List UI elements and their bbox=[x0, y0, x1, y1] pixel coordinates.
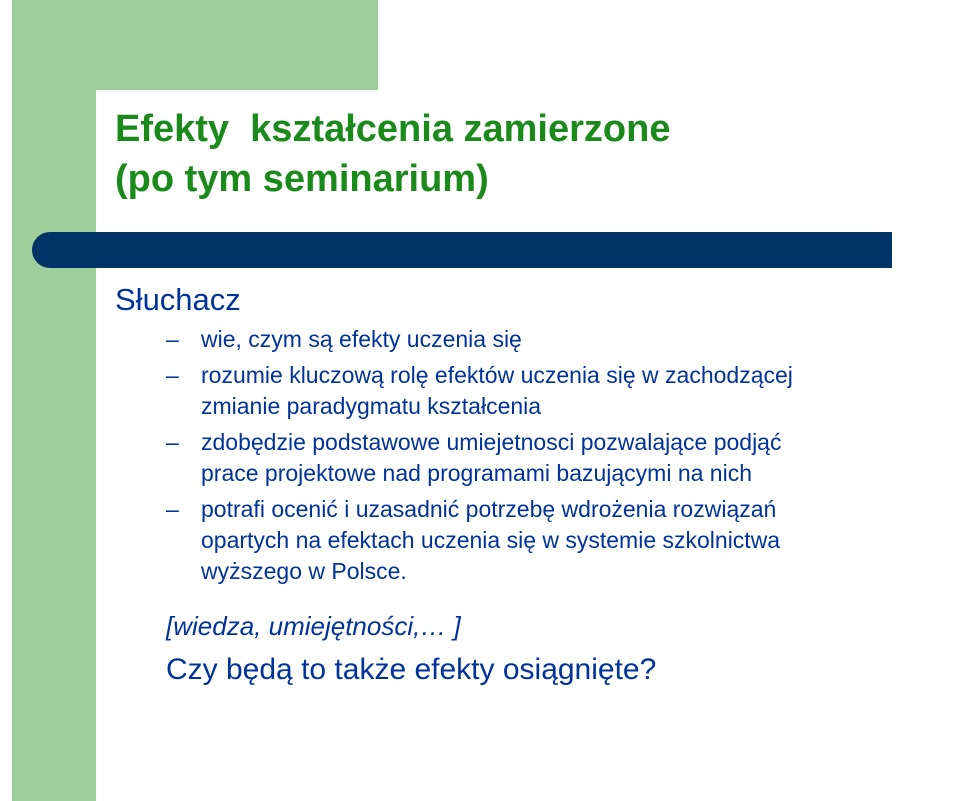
subject-heading: Słuchacz bbox=[115, 282, 241, 317]
learning-outcomes-list bbox=[166, 324, 956, 592]
bullet-line: prace projektowe nad programami bazującymi na nich bbox=[201, 460, 753, 486]
bullet-line: zmianie paradygmatu kształcenia bbox=[201, 393, 542, 419]
list-item bbox=[166, 494, 956, 587]
bullet-line: wie, czym są efekty uczenia się bbox=[201, 326, 522, 352]
list-item bbox=[166, 360, 956, 422]
bullet-line: potrafi ocenić i uzasadnić potrzebę wdrożenia rozwiązań bbox=[201, 496, 777, 522]
list-item bbox=[166, 324, 956, 355]
dash-marker: – bbox=[166, 326, 179, 352]
title-line-2: (po tym seminarium) bbox=[115, 158, 489, 200]
bullet-line: rozumie kluczową rolę efektów uczenia się w zachodzącej bbox=[201, 362, 793, 388]
list-item bbox=[166, 427, 956, 489]
dash-marker: – bbox=[166, 362, 179, 388]
dash-marker: – bbox=[166, 496, 179, 522]
title-line-1: Efekty kształcenia zamierzone bbox=[115, 108, 671, 150]
dash-marker: – bbox=[166, 429, 179, 455]
bullet-line: opartych na efektach uczenia się w systemie szkolnictwa bbox=[201, 527, 781, 553]
bullet-line: zdobędzie podstawowe umiejetnosci pozwalające podjąć bbox=[201, 429, 782, 455]
knowledge-skills-note: [wiedza, umiejętności,… ] bbox=[166, 611, 461, 641]
bullet-line: wyższego w Polsce. bbox=[201, 558, 407, 584]
closing-question: Czy będą to także efekty osiągnięte? bbox=[166, 653, 657, 686]
